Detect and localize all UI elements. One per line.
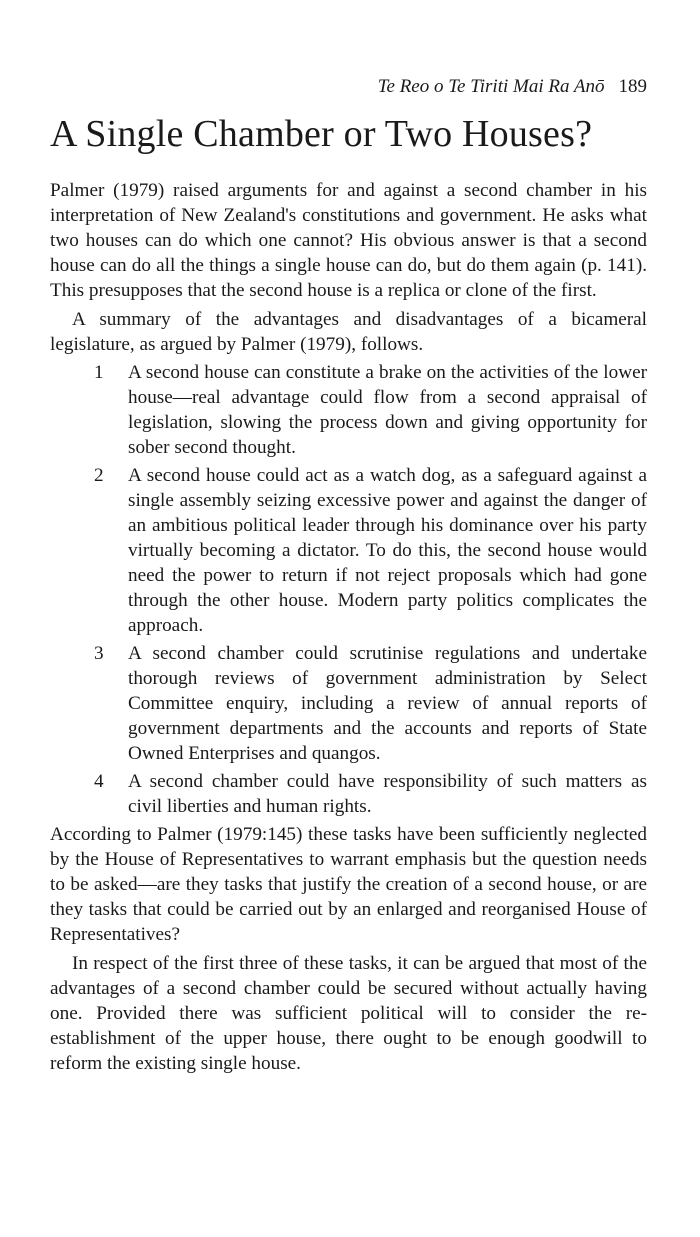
paragraph-conclusion: In respect of the first three of these tasks, it can be argued that most of the advantages of a second chamber could be secured without actually having one. Provided there was sufficient political will to consider the re-establishment of the upper house, there ought to be enough goodwill to reform the existing single house. (50, 953, 647, 1074)
list-item-text: A second chamber could have responsibility of such matters as civil liberties and human rights. (128, 771, 647, 817)
list-item-number: 3 (94, 643, 104, 664)
list-item (50, 463, 647, 638)
running-title: Te Reo o Te Tiriti Mai Ra Anō (377, 76, 605, 97)
list-item-number: 4 (94, 771, 104, 792)
running-header (378, 76, 647, 98)
paragraph-intro: Palmer (1979) raised arguments for and against a second chamber in his interpretation of New Zealand's constitutions and government. He asks what two houses can do which one cannot? His obvious answer is that a second house can do all the things a single house can do, but do them again (p. 141). This presupposes that the second house is a replica or clone of the first. (50, 180, 647, 301)
list-item (50, 641, 647, 766)
paragraph-summary: A summary of the advantages and disadvantages of a bicameral legislature, as argued by Palmer (1979), follows. (50, 309, 647, 355)
list-item-number: 2 (94, 465, 104, 486)
body-text (50, 178, 647, 1076)
list-item-text: A second house can constitute a brake on the activities of the lower house—real advantage could flow from a second appraisal of legislation, slowing the process down and giving opportunity for sober second thought. (128, 362, 647, 458)
list-item (50, 769, 647, 819)
list-item-number: 1 (94, 362, 104, 383)
advantages-list (50, 360, 647, 819)
list-item (50, 360, 647, 460)
page-number: 189 (618, 76, 647, 97)
list-item-text: A second house could act as a watch dog, as a safeguard against a single assembly seizing excessive power and against the danger of an ambitious political leader through his dominance over his party virtually becoming a dictator. To do this, the second house would need the power to return if not reject proposals which had gone through the other house. Modern party politics complicates the approach. (128, 465, 647, 636)
paragraph-palmer-tasks: According to Palmer (1979:145) these tasks have been sufficiently neglected by the House of Representatives to warrant emphasis but the question needs to be asked—are they tasks that justify the creation of a second house, or are they tasks that could be carried out by an enlarged and reorganised House of Representatives? (50, 824, 647, 945)
list-item-text: A second chamber could scrutinise regulations and undertake thorough reviews of government administration by Select Committee enquiry, including a review of annual reports of government departments and the accounts and reports of State Owned Enterprises and quangos. (128, 643, 647, 764)
section-title: A Single Chamber or Two Houses? (50, 113, 593, 155)
